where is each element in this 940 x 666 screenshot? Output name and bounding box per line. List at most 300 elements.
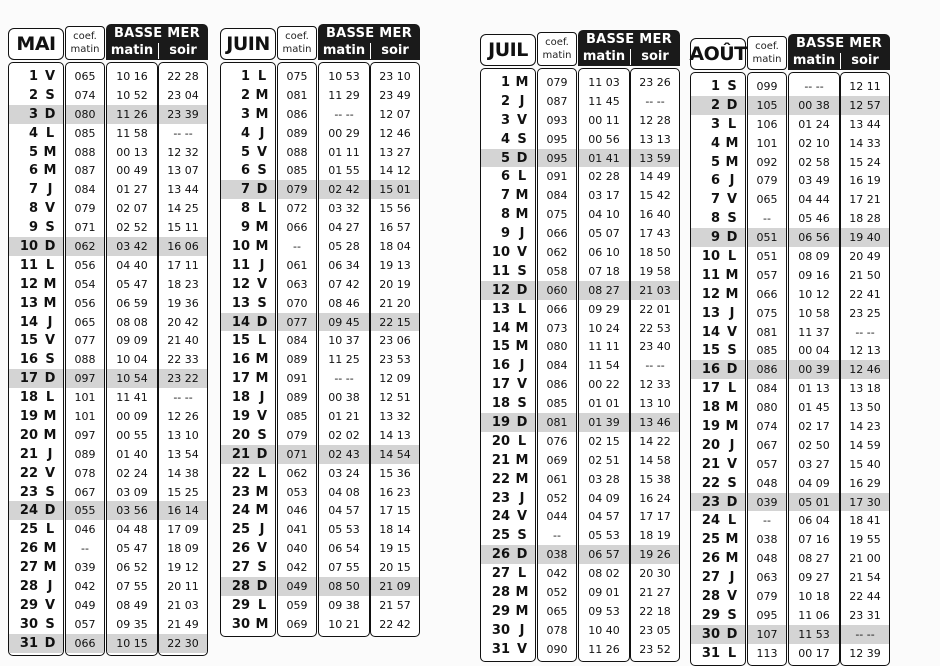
day-column (8, 62, 64, 656)
soir-time: 15 25 (167, 485, 199, 499)
coef-value: 078 (74, 466, 96, 480)
coef-value: 101 (74, 409, 96, 423)
weekday-letter: J (47, 314, 53, 330)
matin-time: 09 38 (328, 598, 360, 612)
matin-time: 00 38 (328, 391, 360, 405)
weekday-letter: V (516, 112, 528, 128)
coef-value: 053 (286, 485, 308, 499)
soir-time: 19 58 (639, 264, 671, 278)
day-number: 14 (19, 314, 38, 330)
weekday-letter: S (257, 427, 267, 443)
coef-value: 073 (546, 321, 568, 335)
coef-value: 113 (756, 646, 778, 660)
day-cell (9, 520, 63, 539)
day-cell (481, 300, 535, 319)
soir-time: 22 15 (371, 313, 419, 332)
coef-value: 088 (74, 353, 96, 367)
weekday-letter: M (515, 452, 529, 468)
weekday-letter: L (727, 248, 737, 264)
day-cell (221, 67, 275, 86)
weekday-letter: D (726, 230, 738, 246)
coef-column (537, 68, 577, 662)
matin-time: 01 01 (588, 397, 620, 411)
soir-time: 21 54 (849, 571, 881, 585)
coef-value: 055 (66, 501, 104, 520)
day-number: 22 (231, 465, 250, 481)
day-cell (691, 455, 745, 474)
soir-time: 13 44 (849, 117, 881, 131)
coef-value: 065 (74, 69, 96, 83)
weekday-letter: V (44, 465, 56, 481)
weekday-letter: M (43, 560, 57, 576)
coef-value: 077 (278, 313, 316, 332)
day-cell (9, 483, 63, 502)
day-cell (691, 115, 745, 134)
weekday-letter: M (255, 238, 269, 254)
coef-value: 071 (74, 221, 96, 235)
day-number: 8 (710, 211, 720, 227)
coef-value: 089 (286, 126, 308, 140)
day-number: 7 (28, 182, 38, 198)
day-number: 2 (240, 87, 250, 103)
soir-time: 19 40 (841, 228, 889, 247)
coef-value: 067 (74, 485, 96, 499)
coef-value: 095 (546, 132, 568, 146)
day-cell (481, 149, 535, 168)
coef-value: 105 (748, 96, 786, 115)
coef-header (537, 32, 577, 66)
soir-time: 17 43 (639, 227, 671, 241)
day-cell (9, 294, 63, 313)
coef-value: 051 (756, 249, 778, 263)
coef-value: 079 (286, 428, 308, 442)
day-number: 15 (491, 339, 510, 355)
matin-time: 02 50 (798, 438, 830, 452)
soir-time: 14 23 (849, 419, 881, 433)
weekday-letter: D (256, 314, 268, 330)
weekday-letter: L (257, 597, 267, 613)
soir-time: 13 27 (379, 145, 411, 159)
soir-column (158, 62, 208, 656)
matin-time: 09 35 (116, 617, 148, 631)
weekday-letter: J (47, 182, 53, 198)
soir-time: 12 33 (639, 378, 671, 392)
soir-time: 13 59 (631, 149, 679, 168)
day-cell (481, 545, 535, 564)
day-cell (221, 539, 275, 558)
matin-time: 08 09 (798, 249, 830, 263)
soir-time: 21 50 (849, 268, 881, 282)
coef-value: 072 (286, 202, 308, 216)
weekday-letter: S (517, 263, 527, 279)
soir-time: 13 50 (849, 401, 881, 415)
basse-mer-header (318, 24, 420, 60)
day-cell (691, 398, 745, 417)
weekday-letter: L (257, 333, 267, 349)
weekday-letter: S (257, 295, 267, 311)
weekday-letter: L (45, 125, 55, 141)
day-number: 30 (491, 622, 510, 638)
day-number: 15 (231, 333, 250, 349)
matin-column (318, 62, 370, 637)
day-number: 9 (710, 230, 720, 246)
day-cell (481, 111, 535, 130)
soir-time: 21 49 (167, 617, 199, 631)
coef-value: 079 (756, 589, 778, 603)
basse-mer-title: BASSE MER (113, 26, 201, 41)
soir-label: soir (851, 53, 879, 68)
coef-value: 081 (286, 88, 308, 102)
matin-column (106, 62, 158, 656)
day-number: 21 (491, 452, 510, 468)
coef-header (747, 36, 787, 70)
coef-value: 057 (74, 617, 96, 631)
matin-time: 00 49 (116, 164, 148, 178)
matin-time: 10 54 (107, 369, 157, 388)
weekday-letter: M (255, 352, 269, 368)
day-number: 23 (491, 490, 510, 506)
day-cell (9, 426, 63, 445)
day-cell (221, 294, 275, 313)
soir-time: 21 00 (849, 552, 881, 566)
soir-time: 20 42 (167, 315, 199, 329)
soir-time: 23 31 (849, 608, 881, 622)
coef-value: 066 (756, 287, 778, 301)
coef-value: 074 (74, 88, 96, 102)
day-number: 4 (28, 125, 38, 141)
day-cell (221, 218, 275, 237)
day-cell (691, 190, 745, 209)
soir-time: 12 28 (639, 113, 671, 127)
matin-time: 06 54 (328, 542, 360, 556)
day-cell (691, 304, 745, 323)
soir-time: 14 38 (167, 466, 199, 480)
coef-value: 084 (286, 334, 308, 348)
coef-value: 074 (756, 419, 778, 433)
soir-time: 14 13 (379, 428, 411, 442)
day-cell (481, 451, 535, 470)
day-cell (481, 281, 535, 300)
coef-value: 088 (286, 145, 308, 159)
matin-time: 02 51 (588, 453, 620, 467)
matin-time: 08 49 (116, 598, 148, 612)
coef-value: 039 (74, 561, 96, 575)
matin-label: matin (792, 53, 836, 68)
day-number: 26 (231, 541, 250, 557)
soir-time: 16 23 (379, 485, 411, 499)
coef-value: 092 (756, 155, 778, 169)
day-number: 22 (701, 475, 720, 491)
matin-time: 09 29 (588, 302, 620, 316)
day-cell (691, 247, 745, 266)
header-separator (840, 53, 841, 69)
day-number: 4 (240, 125, 250, 141)
weekday-letter: V (256, 408, 268, 424)
weekday-letter: V (726, 588, 738, 604)
day-number: 5 (710, 154, 720, 170)
matin-time: 10 18 (798, 589, 830, 603)
weekday-letter: M (725, 551, 739, 567)
soir-time: 16 29 (849, 476, 881, 490)
coef-label: coef. (285, 31, 309, 42)
soir-time: 18 23 (167, 277, 199, 291)
coef-value: 106 (756, 117, 778, 131)
soir-time: 12 51 (379, 391, 411, 405)
day-cell (9, 577, 63, 596)
day-number: 17 (231, 371, 250, 387)
weekday-letter: D (516, 547, 528, 563)
weekday-letter: M (725, 267, 739, 283)
weekday-letter: V (516, 641, 528, 657)
coef-value: 066 (286, 221, 308, 235)
matin-time: 10 53 (328, 69, 360, 83)
weekday-letter: S (45, 616, 55, 632)
day-number: 23 (231, 484, 250, 500)
matin-time: 01 24 (798, 117, 830, 131)
weekday-letter: V (516, 509, 528, 525)
soir-time: 22 53 (639, 321, 671, 335)
day-number: 22 (19, 465, 38, 481)
day-cell (481, 621, 535, 640)
weekday-letter: J (519, 622, 525, 638)
day-cell (221, 369, 275, 388)
weekday-letter: M (725, 135, 739, 151)
soir-label: soir (169, 43, 197, 58)
coef-value: 085 (74, 126, 96, 140)
weekday-letter: J (729, 173, 735, 189)
day-cell (9, 388, 63, 407)
matin-time: 01 41 (579, 149, 629, 168)
day-cell (691, 549, 745, 568)
day-cell (221, 275, 275, 294)
day-cell (9, 313, 63, 332)
matin-time: 11 03 (588, 75, 620, 89)
soir-time: 12 11 (849, 79, 881, 93)
matin-time: 00 56 (588, 132, 620, 146)
weekday-letter: J (519, 358, 525, 374)
matin-time: 05 47 (116, 277, 148, 291)
soir-time: 23 52 (639, 642, 671, 656)
soir-time: 20 11 (167, 579, 199, 593)
soir-time: 12 26 (167, 409, 199, 423)
day-cell (9, 331, 63, 350)
matin-time: 11 37 (798, 325, 830, 339)
soir-time: 19 12 (167, 561, 199, 575)
coef-value: 039 (748, 493, 786, 512)
day-number: 8 (500, 207, 510, 223)
day-number: 20 (19, 427, 38, 443)
coef-value: 091 (286, 372, 308, 386)
weekday-letter: M (43, 144, 57, 160)
weekday-letter: M (43, 408, 57, 424)
day-cell (481, 583, 535, 602)
coef-value: 062 (546, 245, 568, 259)
matin-time: 08 27 (579, 281, 629, 300)
soir-time: 21 03 (631, 281, 679, 300)
day-number: 20 (491, 433, 510, 449)
coef-value: 081 (756, 325, 778, 339)
matin-time: 11 06 (798, 608, 830, 622)
soir-time: 22 30 (159, 634, 207, 653)
day-cell (691, 153, 745, 172)
soir-time: 17 30 (841, 493, 889, 512)
day-number: 28 (19, 578, 38, 594)
coef-value: 052 (546, 491, 568, 505)
day-number: 6 (500, 169, 510, 185)
matin-time: 02 24 (116, 466, 148, 480)
matin-time: 07 55 (328, 561, 360, 575)
day-number: 20 (231, 427, 250, 443)
matin-time: 03 56 (107, 501, 157, 520)
matin-time: 06 10 (588, 245, 620, 259)
coef-value: 086 (546, 378, 568, 392)
weekday-letter: L (517, 433, 527, 449)
coef-value: 084 (756, 382, 778, 396)
soir-time: 19 26 (631, 545, 679, 564)
coef-value: 065 (74, 315, 96, 329)
day-number: 13 (491, 301, 510, 317)
weekday-letter: M (515, 471, 529, 487)
day-number: 30 (19, 616, 38, 632)
soir-time: 22 41 (849, 287, 881, 301)
soir-time: 14 49 (639, 170, 671, 184)
day-cell (481, 73, 535, 92)
day-number: 29 (491, 603, 510, 619)
matin-time: 05 53 (588, 529, 620, 543)
day-cell (9, 67, 63, 86)
matin-time: 05 46 (798, 212, 830, 226)
matin-time: 00 22 (588, 378, 620, 392)
day-number: 10 (231, 238, 250, 254)
basse-mer-header (788, 34, 890, 70)
soir-column (630, 68, 680, 662)
day-cell (691, 587, 745, 606)
weekday-letter: S (257, 560, 267, 576)
matin-time: 10 21 (328, 617, 360, 631)
weekday-letter: V (256, 144, 268, 160)
day-cell (481, 167, 535, 186)
weekday-letter: D (44, 635, 56, 651)
coef-value: 048 (756, 476, 778, 490)
matin-time: 06 52 (116, 561, 148, 575)
soir-time: 17 11 (167, 258, 199, 272)
coef-value: 042 (546, 567, 568, 581)
soir-time: 22 28 (167, 69, 199, 83)
matin-time: 10 12 (798, 287, 830, 301)
coef-value: 048 (756, 552, 778, 566)
day-cell (221, 615, 275, 634)
day-cell (221, 426, 275, 445)
matin-label: matin (110, 43, 154, 58)
month-name: MAI (8, 28, 64, 60)
coef-value: 095 (756, 608, 778, 622)
coef-value: 097 (74, 428, 96, 442)
day-column (220, 62, 276, 637)
weekday-letter: M (515, 584, 529, 600)
matin-time: 02 15 (588, 434, 620, 448)
soir-time: 20 49 (849, 249, 881, 263)
matin-time: 03 27 (798, 457, 830, 471)
month-block-juil (480, 30, 680, 657)
coef-value: 065 (756, 193, 778, 207)
soir-time: 16 14 (159, 501, 207, 520)
soir-time: 23 40 (639, 340, 671, 354)
day-cell (9, 124, 63, 143)
day-cell (691, 171, 745, 190)
soir-time: 14 22 (639, 434, 671, 448)
soir-time: 17 15 (379, 504, 411, 518)
coef-value: 090 (546, 642, 568, 656)
soir-time: 22 33 (167, 353, 199, 367)
day-number: 4 (710, 135, 720, 151)
weekday-letter: L (45, 390, 55, 406)
coef-value: 079 (546, 75, 568, 89)
day-cell (221, 558, 275, 577)
day-number: 14 (231, 314, 250, 330)
coef-value: 046 (286, 504, 308, 518)
soir-time: -- -- (645, 359, 665, 373)
day-number: 17 (491, 377, 510, 393)
soir-time: 13 07 (167, 164, 199, 178)
coef-value: 085 (286, 164, 308, 178)
day-cell (221, 596, 275, 615)
day-number: 1 (710, 78, 720, 94)
day-cell (691, 134, 745, 153)
weekday-letter: M (43, 427, 57, 443)
weekday-letter: L (257, 465, 267, 481)
matin-time: 01 13 (798, 382, 830, 396)
weekday-letter: L (257, 68, 267, 84)
soir-time: 16 06 (159, 237, 207, 256)
day-number: 18 (231, 390, 250, 406)
day-number: 19 (701, 418, 720, 434)
soir-time: 18 41 (849, 514, 881, 528)
matin-time: 01 27 (116, 183, 148, 197)
soir-time: 13 13 (639, 132, 671, 146)
day-number: 18 (701, 400, 720, 416)
weekday-letter: L (727, 645, 737, 661)
day-number: 13 (231, 295, 250, 311)
coef-label: coef. (755, 41, 779, 52)
soir-time: 15 01 (371, 180, 419, 199)
matin-time: 11 26 (588, 642, 620, 656)
day-cell (221, 124, 275, 143)
matin-time: 08 50 (319, 577, 369, 596)
day-number: 18 (491, 396, 510, 412)
coef-value: 086 (748, 360, 786, 379)
soir-time: 13 44 (167, 183, 199, 197)
weekday-letter: J (729, 305, 735, 321)
soir-time: 15 38 (639, 472, 671, 486)
matin-time: 02 10 (798, 136, 830, 150)
weekday-letter: D (44, 503, 56, 519)
day-number: 7 (500, 188, 510, 204)
weekday-letter: M (725, 400, 739, 416)
coef-value: -- (763, 212, 771, 226)
coef-header (65, 26, 105, 60)
day-number: 19 (231, 408, 250, 424)
coef-value: 062 (286, 466, 308, 480)
matin-time: 08 27 (798, 552, 830, 566)
coef-value: -- (763, 514, 771, 528)
matin-time: 10 58 (798, 306, 830, 320)
day-number: 28 (231, 578, 250, 594)
weekday-letter: S (727, 607, 737, 623)
soir-time: 20 19 (379, 277, 411, 291)
day-number: 16 (701, 362, 720, 378)
matin-time: 03 42 (107, 237, 157, 256)
day-number: 9 (28, 220, 38, 236)
